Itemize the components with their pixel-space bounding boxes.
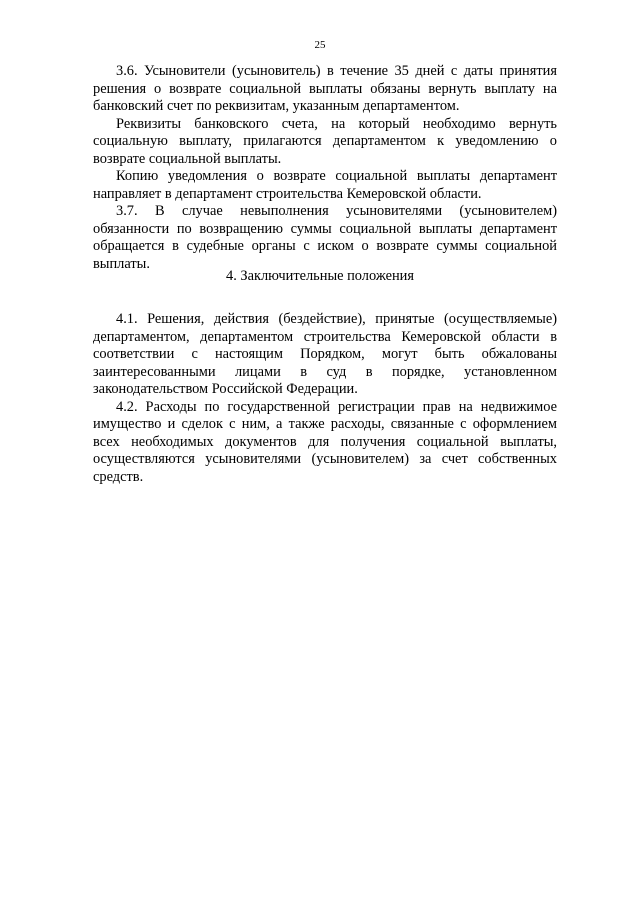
paragraph-bank-details: Реквизиты банковского счета, на который необходимо вернуть социальную выплату, прилагаются департаментом к уведомлению о возврате социальной выплаты. — [93, 115, 557, 167]
section-3-text — [93, 63, 557, 273]
paragraph-notice-copy: Копию уведомления о возврате социальной выплаты департамент направляет в департамент строительства Кемеровской области. — [93, 168, 557, 202]
section-4-text — [93, 311, 557, 486]
section-4-heading: 4. Заключительные положения — [226, 268, 414, 284]
paragraph-4-1: 4.1. Решения, действия (бездействие), принятые (осуществляемые) департаментом, департаментом строительства Кемеровской области в соответствии с настоящим Порядком, могут быть обжалованы заинтересованными лицами в суд в порядке, установленном законодательством Российской Федерации. — [93, 311, 557, 397]
page-number: 25 — [314, 39, 326, 51]
paragraph-3-7: 3.7. В случае невыполнения усыновителями (усыновителем) обязанности по возвращению суммы социальной выплаты департамент обращается в судебные органы с иском о возврате суммы социальной выплаты. — [93, 203, 557, 272]
paragraph-3-6: 3.6. Усыновители (усыновитель) в течение 35 дней с даты принятия решения о возврате социальной выплаты обязаны вернуть выплату на банковский счет по реквизитам, указанным департаментом. — [93, 63, 557, 114]
paragraph-4-2: 4.2. Расходы по государственной регистрации прав на недвижимое имущество и сделок с ним, а также расходы, связанные с оформлением всех необходимых документов для получения социальной выплаты, осуществляются усыновителями (усыновителем) за счет собственных средств. — [93, 398, 557, 485]
